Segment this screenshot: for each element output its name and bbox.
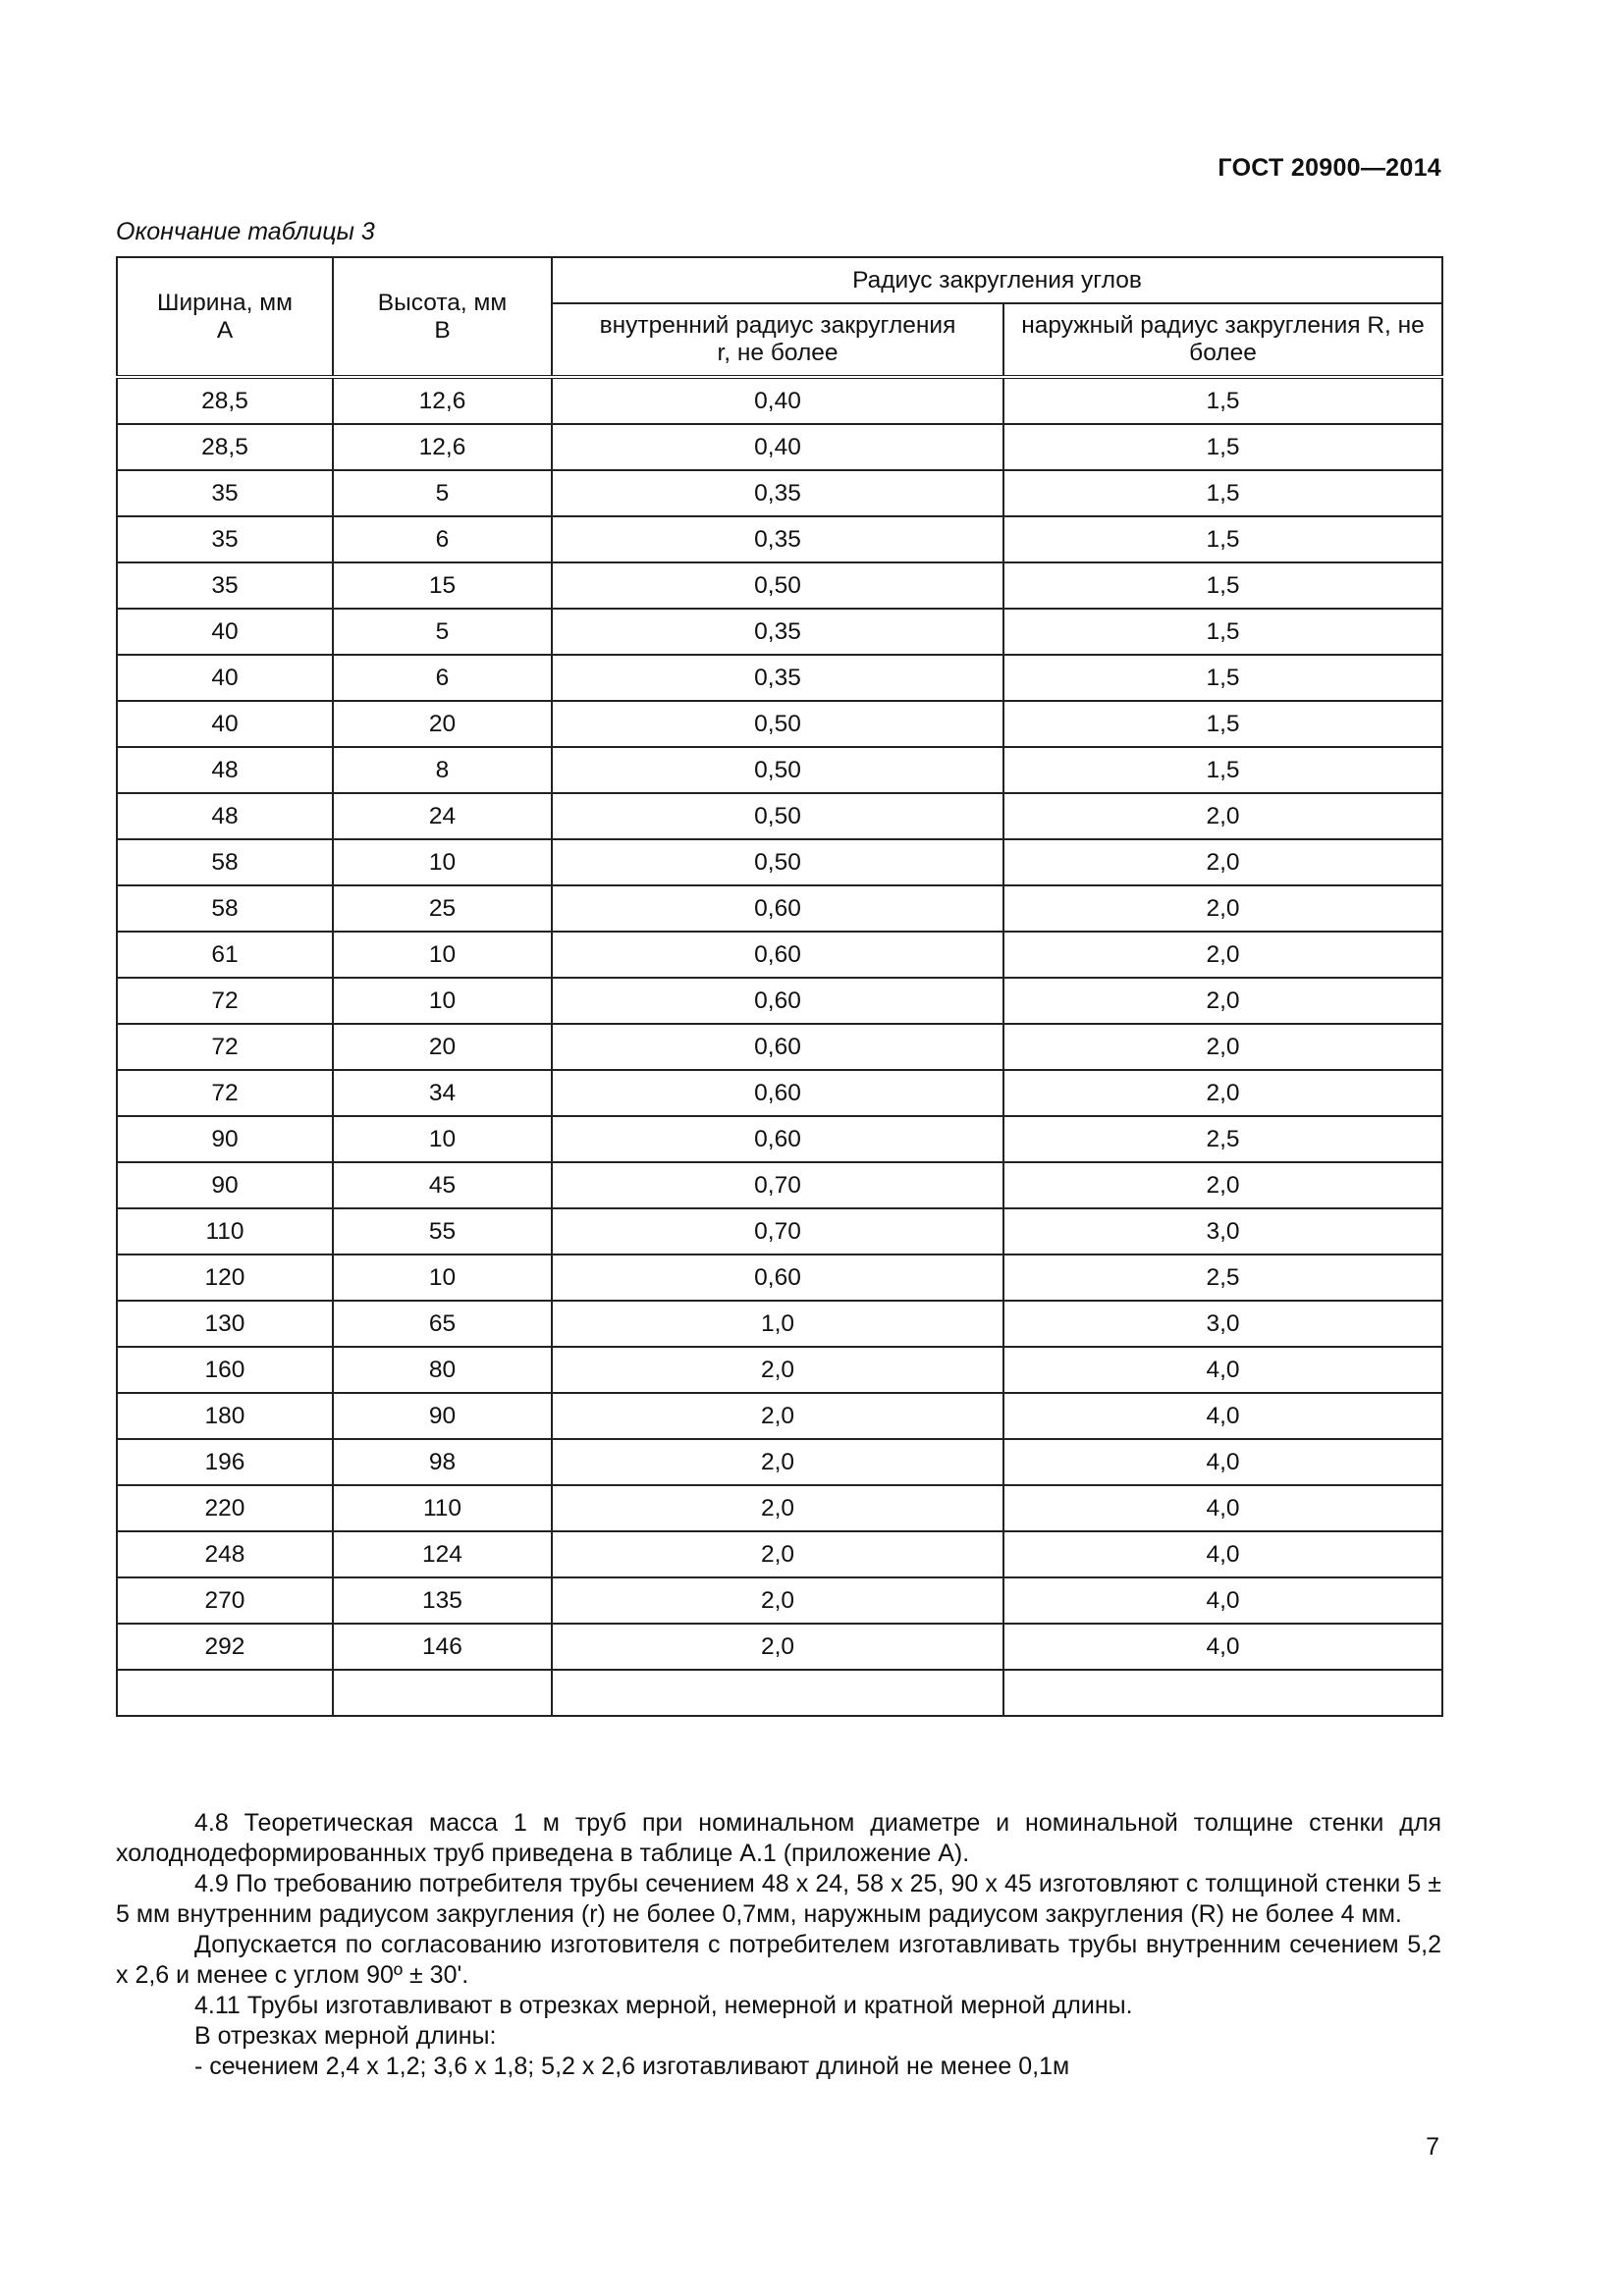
dimensions-table xyxy=(116,256,1443,1717)
cell-outer-radius: 4,0 xyxy=(1003,1624,1442,1670)
table-row xyxy=(117,562,1442,609)
cell-width: 40 xyxy=(117,655,333,701)
table-row xyxy=(117,1024,1442,1070)
cell-width: 248 xyxy=(117,1531,333,1577)
cell-outer-radius: 2,5 xyxy=(1003,1255,1442,1301)
cell-inner-radius: 0,60 xyxy=(552,978,1003,1024)
table-row xyxy=(117,1116,1442,1162)
cell-width: 28,5 xyxy=(117,377,333,424)
cell-outer-radius: 4,0 xyxy=(1003,1393,1442,1439)
table-row xyxy=(117,1347,1442,1393)
cell-inner-radius: 2,0 xyxy=(552,1439,1003,1485)
table-row xyxy=(117,1208,1442,1255)
table-row xyxy=(117,885,1442,932)
cell-height: 45 xyxy=(333,1162,552,1208)
cell-outer-radius: 2,5 xyxy=(1003,1116,1442,1162)
cell-inner-radius: 2,0 xyxy=(552,1624,1003,1670)
cell-height: 5 xyxy=(333,470,552,516)
cell-inner-radius: 0,60 xyxy=(552,885,1003,932)
cell-inner-radius: 0,70 xyxy=(552,1162,1003,1208)
table-row xyxy=(117,747,1442,793)
cell-inner-radius: 2,0 xyxy=(552,1393,1003,1439)
cell-width: 220 xyxy=(117,1485,333,1531)
table-row xyxy=(117,1439,1442,1485)
table-row xyxy=(117,1531,1442,1577)
cell-height: 55 xyxy=(333,1208,552,1255)
cell-outer-radius: 3,0 xyxy=(1003,1301,1442,1347)
cell-width: 28,5 xyxy=(117,424,333,470)
cell-inner-radius: 0,50 xyxy=(552,839,1003,885)
cell-width: 90 xyxy=(117,1162,333,1208)
cell-width: 48 xyxy=(117,793,333,839)
cell-outer-radius xyxy=(1003,1670,1442,1716)
cell-outer-radius: 4,0 xyxy=(1003,1439,1442,1485)
cell-inner-radius: 0,50 xyxy=(552,562,1003,609)
table-row xyxy=(117,516,1442,562)
table-row xyxy=(117,655,1442,701)
cell-width: 35 xyxy=(117,470,333,516)
table-row xyxy=(117,1577,1442,1624)
cell-width: 180 xyxy=(117,1393,333,1439)
cell-outer-radius: 2,0 xyxy=(1003,1162,1442,1208)
cell-height: 8 xyxy=(333,747,552,793)
cell-width: 270 xyxy=(117,1577,333,1624)
cell-outer-radius: 1,5 xyxy=(1003,701,1442,747)
header-outer-radius: наружный радиус закругления R, не более xyxy=(1003,303,1442,377)
cell-height xyxy=(333,1670,552,1716)
cell-width: 35 xyxy=(117,516,333,562)
cell-height: 25 xyxy=(333,885,552,932)
cell-width: 130 xyxy=(117,1301,333,1347)
cell-height: 80 xyxy=(333,1347,552,1393)
cell-height: 90 xyxy=(333,1393,552,1439)
cell-inner-radius: 2,0 xyxy=(552,1485,1003,1531)
cell-outer-radius: 1,5 xyxy=(1003,424,1442,470)
paragraph: 4.9 По требованию потребителя трубы сечением 48 х 24, 58 х 25, 90 х 45 изготовляют с толщиной стенки 5 ± 5 мм внутренним радиусом закругления (r) не более 0,7мм, наружным радиусом закругления (R) не более 4 мм. xyxy=(116,1870,1441,1928)
cell-height: 12,6 xyxy=(333,377,552,424)
cell-inner-radius: 0,60 xyxy=(552,1070,1003,1116)
cell-height: 98 xyxy=(333,1439,552,1485)
paragraph: - сечением 2,4 х 1,2; 3,6 х 1,8; 5,2 х 2,6 изготавливают длиной не менее 0,1м xyxy=(194,2053,1070,2080)
cell-outer-radius: 1,5 xyxy=(1003,609,1442,655)
cell-inner-radius: 2,0 xyxy=(552,1531,1003,1577)
cell-outer-radius: 2,0 xyxy=(1003,1024,1442,1070)
cell-outer-radius: 2,0 xyxy=(1003,793,1442,839)
table-row xyxy=(117,839,1442,885)
cell-outer-radius: 1,5 xyxy=(1003,655,1442,701)
table-row xyxy=(117,1393,1442,1439)
cell-outer-radius: 2,0 xyxy=(1003,839,1442,885)
cell-width: 292 xyxy=(117,1624,333,1670)
table-row xyxy=(117,1624,1442,1670)
cell-width: 160 xyxy=(117,1347,333,1393)
cell-outer-radius: 2,0 xyxy=(1003,1070,1442,1116)
cell-height: 10 xyxy=(333,932,552,978)
table-row xyxy=(117,978,1442,1024)
cell-height: 24 xyxy=(333,793,552,839)
cell-height: 5 xyxy=(333,609,552,655)
cell-height: 12,6 xyxy=(333,424,552,470)
cell-outer-radius: 1,5 xyxy=(1003,516,1442,562)
table-row xyxy=(117,609,1442,655)
cell-width: 35 xyxy=(117,562,333,609)
cell-height: 10 xyxy=(333,1116,552,1162)
cell-inner-radius: 0,70 xyxy=(552,1208,1003,1255)
cell-height: 20 xyxy=(333,701,552,747)
cell-width: 90 xyxy=(117,1116,333,1162)
cell-height: 6 xyxy=(333,655,552,701)
cell-outer-radius: 1,5 xyxy=(1003,377,1442,424)
cell-width: 72 xyxy=(117,1024,333,1070)
cell-height: 146 xyxy=(333,1624,552,1670)
cell-inner-radius: 0,40 xyxy=(552,377,1003,424)
paragraph: 4.8 Теоретическая масса 1 м труб при номинальном диаметре и номинальной толщине стенки для холоднодеформированных труб приведена в таблице А.1 (приложение А). xyxy=(116,1809,1441,1867)
cell-inner-radius: 0,60 xyxy=(552,1116,1003,1162)
header-inner-radius: внутренний радиус закругления r, не более xyxy=(552,303,1003,377)
cell-width: 72 xyxy=(117,978,333,1024)
cell-height: 10 xyxy=(333,1255,552,1301)
header-radius-group: Радиус закругления углов xyxy=(552,257,1442,303)
table-row xyxy=(117,1301,1442,1347)
cell-outer-radius: 4,0 xyxy=(1003,1577,1442,1624)
cell-inner-radius: 0,35 xyxy=(552,609,1003,655)
cell-width: 196 xyxy=(117,1439,333,1485)
cell-height: 10 xyxy=(333,839,552,885)
cell-inner-radius xyxy=(552,1670,1003,1716)
table-row xyxy=(117,932,1442,978)
table-row xyxy=(117,1670,1442,1716)
cell-width: 110 xyxy=(117,1208,333,1255)
cell-inner-radius: 0,40 xyxy=(552,424,1003,470)
page-number: 7 xyxy=(1426,2133,1439,2161)
paragraph: 4.11 Трубы изготавливают в отрезках мерной, немерной и кратной мерной длины. xyxy=(194,1992,1133,2019)
table-row xyxy=(117,1070,1442,1116)
cell-height: 6 xyxy=(333,516,552,562)
cell-width: 72 xyxy=(117,1070,333,1116)
body-text xyxy=(116,1808,1441,2082)
cell-height: 34 xyxy=(333,1070,552,1116)
cell-width: 61 xyxy=(117,932,333,978)
cell-width xyxy=(117,1670,333,1716)
cell-inner-radius: 0,60 xyxy=(552,1255,1003,1301)
cell-inner-radius: 1,0 xyxy=(552,1301,1003,1347)
cell-outer-radius: 4,0 xyxy=(1003,1531,1442,1577)
table-row xyxy=(117,377,1442,424)
cell-outer-radius: 1,5 xyxy=(1003,747,1442,793)
table-caption: Окончание таблицы 3 xyxy=(116,218,375,245)
cell-inner-radius: 0,60 xyxy=(552,932,1003,978)
cell-height: 124 xyxy=(333,1531,552,1577)
header-height: Высота, мм B xyxy=(333,257,552,377)
cell-height: 110 xyxy=(333,1485,552,1531)
cell-inner-radius: 0,50 xyxy=(552,747,1003,793)
cell-outer-radius: 1,5 xyxy=(1003,562,1442,609)
cell-outer-radius: 2,0 xyxy=(1003,978,1442,1024)
table-row xyxy=(117,1162,1442,1208)
table-row xyxy=(117,701,1442,747)
cell-outer-radius: 3,0 xyxy=(1003,1208,1442,1255)
table-row xyxy=(117,793,1442,839)
document-id: ГОСТ 20900—2014 xyxy=(1218,154,1441,182)
cell-outer-radius: 4,0 xyxy=(1003,1347,1442,1393)
cell-inner-radius: 0,35 xyxy=(552,470,1003,516)
cell-width: 120 xyxy=(117,1255,333,1301)
cell-height: 20 xyxy=(333,1024,552,1070)
cell-outer-radius: 4,0 xyxy=(1003,1485,1442,1531)
header-width: Ширина, мм A xyxy=(117,257,333,377)
cell-width: 40 xyxy=(117,701,333,747)
cell-width: 48 xyxy=(117,747,333,793)
cell-width: 40 xyxy=(117,609,333,655)
cell-inner-radius: 0,50 xyxy=(552,793,1003,839)
cell-height: 10 xyxy=(333,978,552,1024)
cell-height: 15 xyxy=(333,562,552,609)
cell-outer-radius: 2,0 xyxy=(1003,932,1442,978)
table-body xyxy=(117,377,1442,1716)
paragraph: В отрезках мерной длины: xyxy=(194,2022,497,2050)
cell-inner-radius: 0,50 xyxy=(552,701,1003,747)
table-row xyxy=(117,424,1442,470)
cell-inner-radius: 0,60 xyxy=(552,1024,1003,1070)
table-row xyxy=(117,1255,1442,1301)
cell-inner-radius: 2,0 xyxy=(552,1577,1003,1624)
cell-inner-radius: 0,35 xyxy=(552,655,1003,701)
cell-outer-radius: 1,5 xyxy=(1003,470,1442,516)
cell-width: 58 xyxy=(117,885,333,932)
cell-height: 65 xyxy=(333,1301,552,1347)
cell-inner-radius: 0,35 xyxy=(552,516,1003,562)
paragraph: Допускается по согласованию изготовителя с потребителем изготавливать трубы внутренним сечением 5,2 х 2,6 и менее с углом 90º ± 30'. xyxy=(116,1931,1441,1989)
table-row xyxy=(117,470,1442,516)
table-row xyxy=(117,1485,1442,1531)
cell-width: 58 xyxy=(117,839,333,885)
cell-outer-radius: 2,0 xyxy=(1003,885,1442,932)
cell-inner-radius: 2,0 xyxy=(552,1347,1003,1393)
cell-height: 135 xyxy=(333,1577,552,1624)
